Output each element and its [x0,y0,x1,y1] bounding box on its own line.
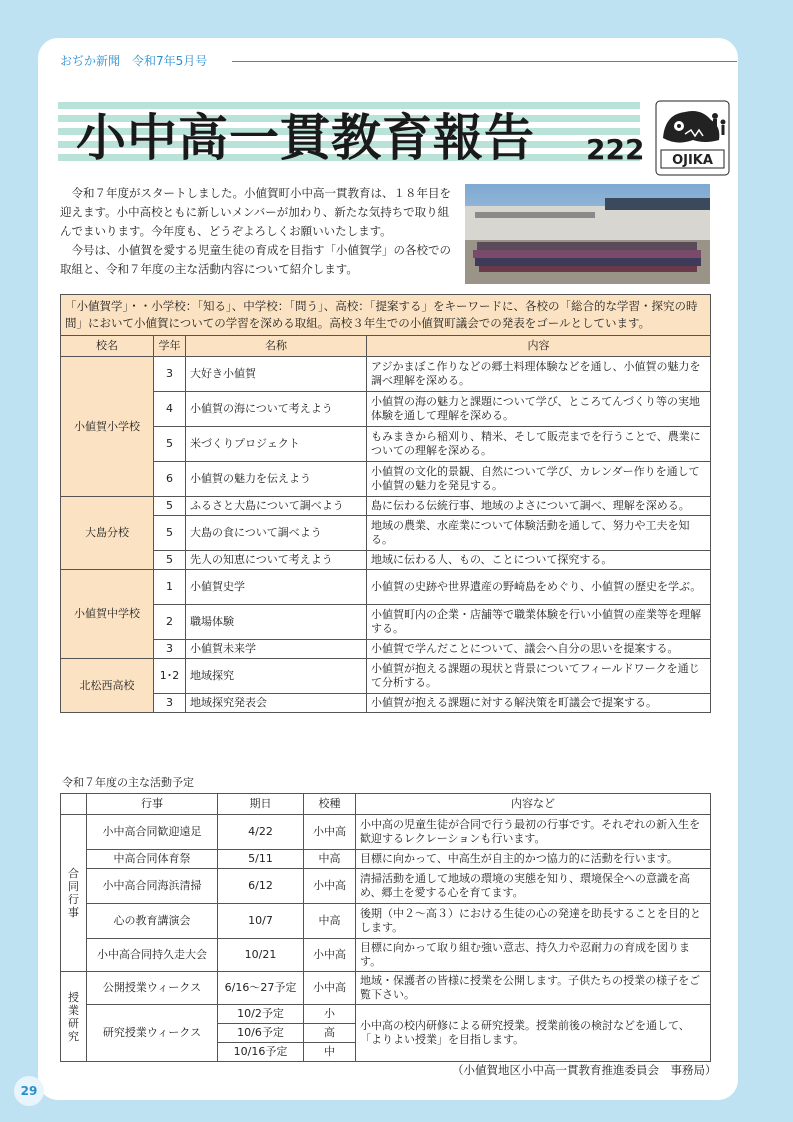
table1-row [61,497,711,516]
program-content: 小値賀で学んだことについて、議会へ自分の思いを提案する。 [367,640,711,659]
table1-row [61,551,711,570]
program-title: 大島の食について調べよう [186,516,367,551]
event-content: 目標に向かって、中高生が自主的かつ協力的に活動を行います。 [356,850,711,869]
event-date: 6/16～27予定 [218,972,304,1005]
page-number: 29 [14,1076,44,1106]
schedule-row [61,939,711,972]
table2-header-event: 行事 [87,794,218,815]
intro-paragraph-1: 令和７年度がスタートしました。小値賀町小中高一貫教育は、１８年目を迎えます。小中高校ともに新しいメンバーが加わり、新たな気持ちで取り組んでまいります。今年度も、どうぞよろしくお願いいたします。 [60,186,451,238]
school-name: 小値賀小学校 [61,357,154,497]
program-title: 小値賀史学 [186,570,367,605]
event-content: 地域・保護者の皆様に授業を公開します。子供たちの授業の様子をご覧下さい。 [356,972,711,1005]
table1-header-title: 名称 [186,336,367,357]
footer-note: （小値賀地区小中高一貫教育推進委員会 事務局） [452,1063,717,1077]
event-date: 10/2予定 [218,1005,304,1024]
grade-cell: 1･2 [154,659,186,694]
event-name: 小中高合同持久走大会 [87,939,218,972]
program-content: 地域に伝わる人、もの、ことについて探究する。 [367,551,711,570]
table1-header-row [61,336,711,357]
event-date: 10/16予定 [218,1043,304,1062]
table1-row [61,462,711,497]
grade-cell: 5 [154,427,186,462]
event-name: 小中高合同海浜清掃 [87,869,218,904]
schedule-row [61,904,711,939]
category-cell [61,815,87,972]
event-level: 小中高 [304,869,356,904]
table1-row [61,516,711,551]
program-content: 小値賀の史跡や世界遺産の野崎島をめぐり、小値賀の歴史を学ぶ。 [367,570,711,605]
schedule-row [61,869,711,904]
table1-header-school: 校名 [61,336,154,357]
event-name: 心の教育講演会 [87,904,218,939]
program-title: 地域探究発表会 [186,694,367,713]
table1-row [61,605,711,640]
event-date: 10/7 [218,904,304,939]
schedule-caption: 令和７年度の主な活動予定 [62,776,194,789]
program-title: 地域探究 [186,659,367,694]
grade-cell: 5 [154,497,186,516]
program-title: 小値賀の魅力を伝えよう [186,462,367,497]
table1-row [61,357,711,392]
school-name: 北松西高校 [61,659,154,713]
school-name: 小値賀中学校 [61,570,154,659]
event-level: 高 [304,1024,356,1043]
title-block [58,102,645,172]
event-content: 後期（中２～高３）における生徒の心の発達を助長することを目的とします。 [356,904,711,939]
table1-row [61,694,711,713]
table1-row [61,640,711,659]
event-content: 小中高の校内研修による研究授業。授業前後の検討などを通して、「よりよい授業」を目指します。 [356,1005,711,1062]
program-title: 大好き小値賀 [186,357,367,392]
program-title: 小値賀の海について考えよう [186,392,367,427]
event-date: 4/22 [218,815,304,850]
event-level: 小 [304,1005,356,1024]
event-name: 公開授業ウィークス [87,972,218,1005]
page-title: 小中高一貫教育報告 [76,109,535,167]
schedule-row [61,850,711,869]
table1-row [61,427,711,462]
table2-header-level: 校種 [304,794,356,815]
program-content: 島に伝わる伝統行事、地域のよさについて調べ、理解を深める。 [367,497,711,516]
header-text: おぢか新聞 令和7年5月号 [60,54,208,68]
event-level: 小中高 [304,972,356,1005]
program-content: アジかまぼこ作りなどの郷土料理体験などを通し、小値賀の魅力を調べ理解を深める。 [367,357,711,392]
category-label: 授業研究 [68,990,79,1043]
event-level: 小中高 [304,939,356,972]
table1-row [61,659,711,694]
schedule-row [61,815,711,850]
event-date: 6/12 [218,869,304,904]
category-label: 合同行事 [68,867,79,919]
program-title: 職場体験 [186,605,367,640]
intro-paragraph-2: 今号は、小値賀を愛する児童生徒の育成を目指す「小値賀学」の各校での取組と、令和７年度の主な活動内容について紹介します。 [60,243,451,276]
program-title: ふるさと大島について調べよう [186,497,367,516]
table1-row [61,392,711,427]
grade-cell: 5 [154,516,186,551]
category-cell [61,972,87,1062]
event-date: 5/11 [218,850,304,869]
event-content: 小中高の児童生徒が合同で行う最初の行事です。それぞれの新入生を歓迎するレクレーションも行います。 [356,815,711,850]
title-number: 222 [586,133,645,166]
logo-text: OJIKA [672,153,713,168]
event-date: 10/6予定 [218,1024,304,1043]
table2-header-blank [61,794,87,815]
program-title: 小値賀未来学 [186,640,367,659]
grade-cell: 5 [154,551,186,570]
event-name: 小中高合同歓迎遠足 [87,815,218,850]
table1-row [61,570,711,605]
grade-cell: 3 [154,357,186,392]
schedule-row [61,1005,711,1024]
event-content: 目標に向かって取り組む強い意志、持久力や忍耐力の育成を図ります。 [356,939,711,972]
program-content: 小値賀の海の魅力と課題について学び、ところてんづくり等の実地体験を通して理解を深める。 [367,392,711,427]
event-level: 中 [304,1043,356,1062]
event-content: 清掃活動を通して地域の環境の実態を知り、環境保全への意識を高め、郷土を愛する心を育てます。 [356,869,711,904]
program-content: 小値賀が抱える課題に対する解決策を町議会で提案する。 [367,694,711,713]
ojika-studies-table [60,294,710,713]
program-title: 先人の知恵について考えよう [186,551,367,570]
table1-header-grade: 学年 [154,336,186,357]
program-content: 小値賀が抱える課題の現状と背景についてフィールドワークを通じて分析する。 [367,659,711,694]
event-level: 小中高 [304,815,356,850]
group-photo [465,184,710,284]
header-rule [232,61,737,62]
newsletter-header [60,52,740,70]
program-content: 地域の農業、水産業について体験活動を通して、努力や工夫を知る。 [367,516,711,551]
program-title: 米づくりプロジェクト [186,427,367,462]
table2-header-date: 期日 [218,794,304,815]
ojika-logo [655,100,730,176]
schedule-row [61,972,711,1005]
table1-intro-row [61,295,711,336]
table1-intro: 「小値賀学」・・小学校：「知る」、中学校：「問う」、高校：「提案する」をキーワードに、各校の「総合的な学習・探究の時間」において小値賀についての学習を深める取組。高校３年生での小値賀町議会での発表をゴールとしています。 [61,295,711,336]
table2-header-content: 内容など [356,794,711,815]
event-date: 10/21 [218,939,304,972]
grade-cell: 2 [154,605,186,640]
event-name: 研究授業ウィークス [87,1005,218,1062]
event-name: 中高合同体育祭 [87,850,218,869]
event-level: 中高 [304,904,356,939]
program-content: 小値賀町内の企業・店舗等で職業体験を行い小値賀の産業等を理解する。 [367,605,711,640]
schedule-table [60,793,710,1062]
grade-cell: 3 [154,694,186,713]
program-content: もみまきから稲刈り、精米、そして販売までを行うことで、農業についての理解を深める。 [367,427,711,462]
school-name: 大島分校 [61,497,154,570]
grade-cell: 3 [154,640,186,659]
table2-header-row [61,794,711,815]
intro-text [60,184,456,279]
grade-cell: 4 [154,392,186,427]
table1-header-content: 内容 [367,336,711,357]
grade-cell: 1 [154,570,186,605]
program-content: 小値賀の文化的景観、自然について学び、カレンダー作りを通して小値賀の魅力を発見する。 [367,462,711,497]
grade-cell: 6 [154,462,186,497]
event-level: 中高 [304,850,356,869]
